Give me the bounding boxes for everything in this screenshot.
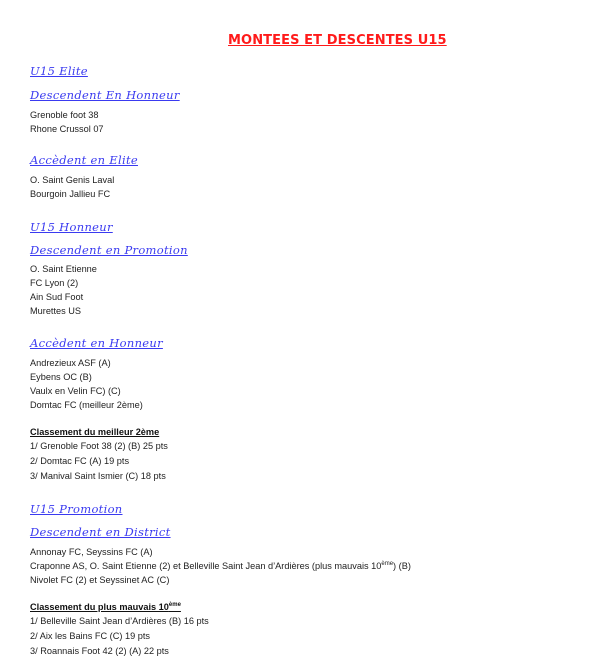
list-item: Eybens OC (B) [30, 372, 92, 382]
list-item: Andrezieux ASF (A) [30, 358, 111, 368]
subheading-descendent-en-honneur[interactable]: Descendent En Honneur [30, 88, 180, 102]
subheading-accedent-en-honneur[interactable]: Accèdent en Honneur [30, 336, 163, 350]
ranking-row: 1/ Belleville Saint Jean d’Ardières (B) 16 pts [30, 616, 209, 626]
subheading-descendent-en-promotion[interactable]: Descendent en Promotion [30, 243, 188, 257]
ranking-title-text: Classement du plus mauvais 10 [30, 602, 169, 612]
section-heading-u15-elite[interactable]: U15 Elite [30, 64, 88, 78]
subheading-descendent-en-district[interactable]: Descendent en District [30, 525, 171, 539]
list-item: Annonay FC, Seyssins FC (A) [30, 547, 153, 557]
superscript: ème [168, 602, 181, 608]
list-item: O. Saint Genis Laval [30, 175, 115, 185]
list-item: Bourgoin Jallieu FC [30, 189, 111, 199]
ranking-title-meilleur-2eme: Classement du meilleur 2ème [30, 427, 160, 437]
ranking-row: 1/ Grenoble Foot 38 (2) (B) 25 pts [30, 441, 168, 451]
ranking-row: 2/ Domtac FC (A) 19 pts [30, 456, 130, 466]
superscript: ème [381, 561, 394, 567]
list-item: Vaulx en Velin FC) (C) [30, 386, 121, 396]
list-item-tail: ) (B) [393, 561, 411, 571]
list-item [30, 559, 411, 573]
subheading-accedent-en-elite[interactable]: Accèdent en Elite [30, 153, 138, 167]
ranking-row: 3/ Roannais Foot 42 (2) (A) 22 pts [30, 646, 169, 656]
page-title: MONTEES ET DESCENTES U15 [228, 33, 447, 48]
list-item: FC Lyon (2) [30, 278, 79, 288]
list-item: O. Saint Etienne [30, 264, 97, 274]
ranking-title-plus-mauvais-10eme [30, 600, 181, 614]
section-heading-u15-promotion[interactable]: U15 Promotion [30, 502, 123, 516]
list-item-text: Craponne AS, O. Saint Etienne (2) et Belleville Saint Jean d’Ardières (plus mauvais 10 [30, 561, 382, 571]
list-item: Murettes US [30, 306, 82, 316]
list-item: Grenoble foot 38 [30, 110, 99, 120]
list-item: Domtac FC (meilleur 2ème) [30, 400, 143, 410]
section-heading-u15-honneur[interactable]: U15 Honneur [30, 220, 113, 234]
ranking-row: 2/ Aix les Bains FC (C) 19 pts [30, 631, 150, 641]
ranking-row: 3/ Manival Saint Ismier (C) 18 pts [30, 471, 166, 481]
list-item: Rhone Crussol 07 [30, 124, 104, 134]
list-item: Ain Sud Foot [30, 292, 84, 302]
list-item: Nivolet FC (2) et Seyssinet AC (C) [30, 575, 170, 585]
